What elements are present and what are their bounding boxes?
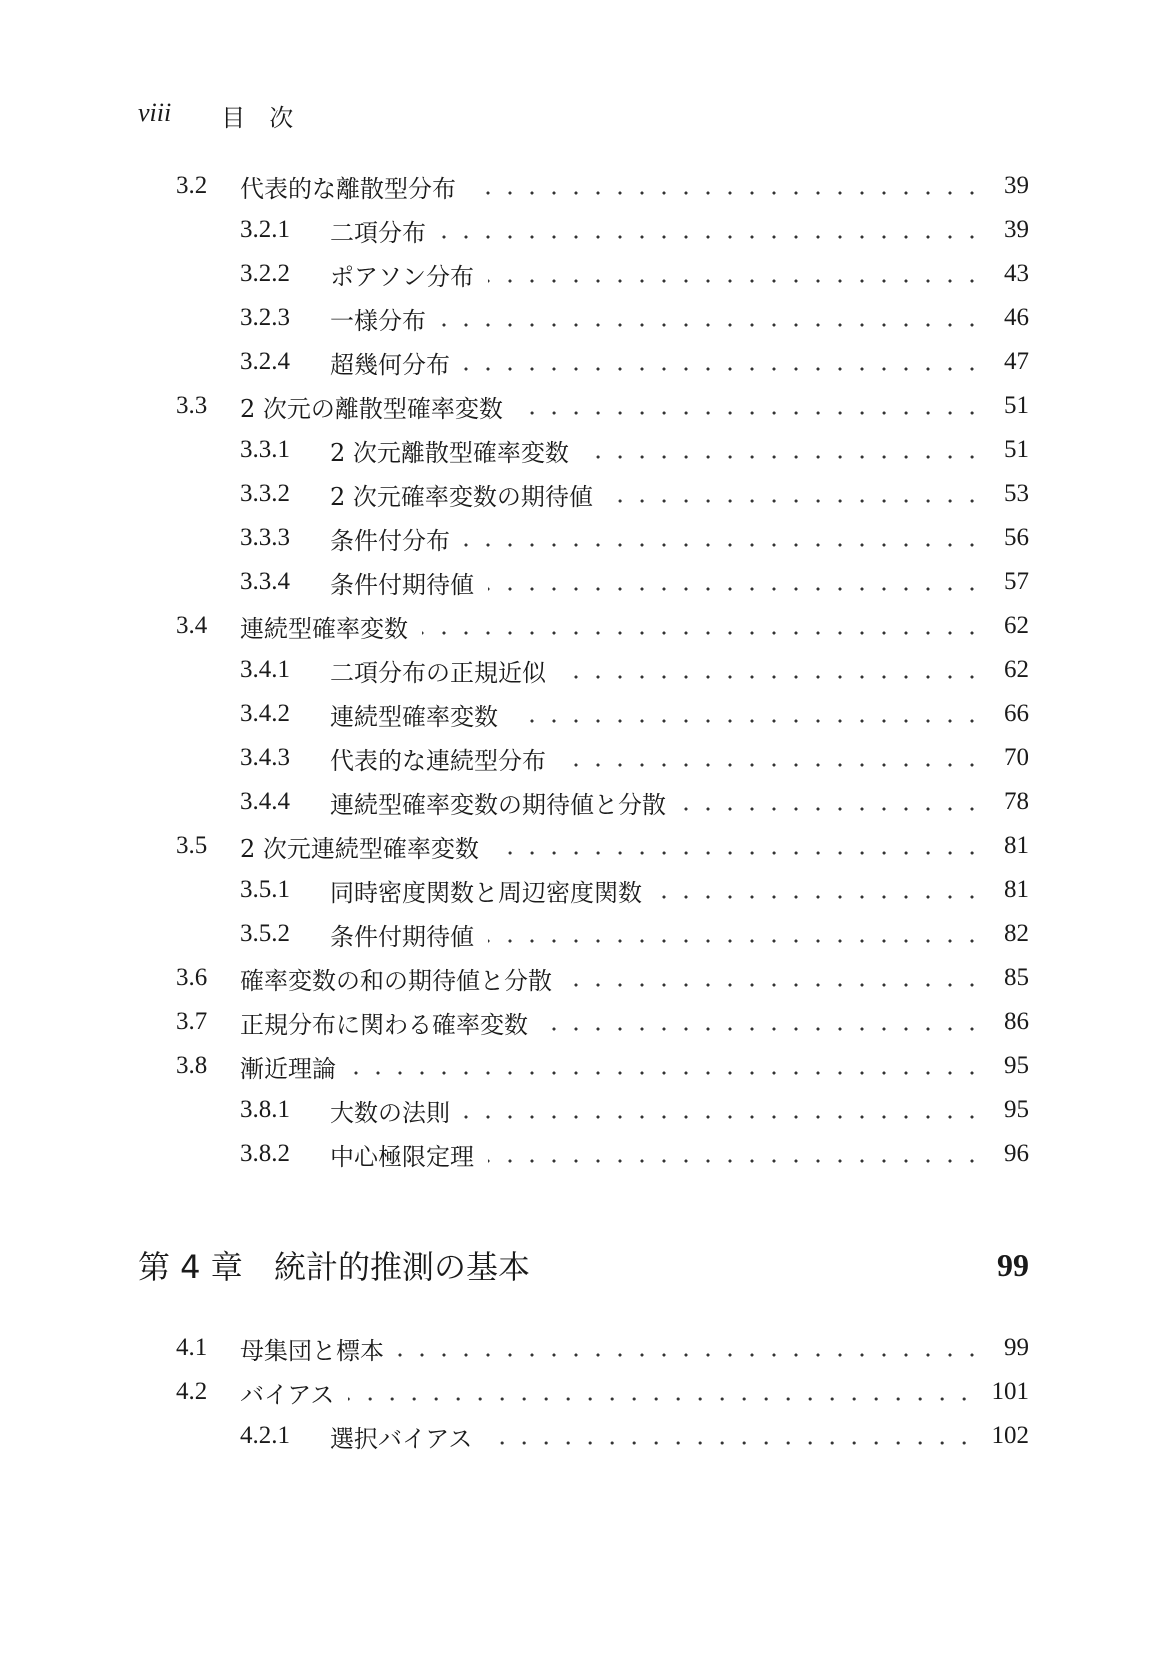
toc-entry[interactable]	[240, 912, 1029, 956]
toc-entry-title: 漸近理論	[240, 1054, 336, 1083]
toc-entry[interactable]	[176, 1370, 1029, 1414]
leader-dots	[464, 1115, 983, 1119]
toc-entry-number: 3.2.4	[240, 348, 290, 375]
toc-entry[interactable]	[176, 604, 1029, 648]
toc-entry-page: 62	[1004, 612, 1029, 639]
toc-entry-title: 連続型確率変数	[240, 614, 408, 643]
toc-entry-title: 2 次元連続型確率変数	[240, 834, 479, 863]
toc-entry-title: 超幾何分布	[330, 350, 450, 379]
toc-entry-page: 81	[1004, 876, 1029, 903]
toc-entry[interactable]	[240, 252, 1029, 296]
toc-entry-number: 3.3.3	[240, 524, 290, 551]
toc-entry-number: 3.2.2	[240, 260, 290, 287]
toc-entry[interactable]	[240, 1414, 1029, 1458]
toc-entry-page: 57	[1004, 568, 1029, 595]
leader-dots	[488, 587, 983, 591]
toc-entry[interactable]	[240, 560, 1029, 604]
toc-entry-page: 53	[1004, 480, 1029, 507]
toc-entry[interactable]	[240, 516, 1029, 560]
toc-entry-title: 連続型確率変数の期待値と分散	[330, 790, 666, 819]
leader-dots	[560, 763, 983, 767]
toc-entry-number: 3.2.1	[240, 216, 290, 243]
toc-entry-number: 3.4	[176, 612, 208, 639]
toc-entry-page: 51	[1004, 392, 1029, 419]
chapter-page: 99	[997, 1246, 1029, 1283]
toc-entry-number: 4.1	[176, 1334, 208, 1361]
toc-entry[interactable]	[240, 208, 1029, 252]
toc-entry-page: 56	[1004, 524, 1029, 551]
leader-dots	[464, 367, 983, 371]
toc-entry-page: 39	[1004, 172, 1029, 199]
toc-entry-page: 81	[1004, 832, 1029, 859]
toc-entry-number: 3.2.3	[240, 304, 290, 331]
leader-dots	[486, 1441, 975, 1445]
toc-entry[interactable]	[176, 1000, 1029, 1044]
toc-entry-title: 二項分布	[330, 218, 426, 247]
toc-entry-page: 95	[1004, 1096, 1029, 1123]
toc-entry-number: 3.4.1	[240, 656, 290, 683]
leader-dots	[440, 235, 983, 239]
leader-dots	[512, 719, 983, 723]
toc-entry-title: 連続型確率変数	[330, 702, 498, 731]
toc-entry[interactable]	[240, 428, 1029, 472]
leader-dots	[583, 455, 983, 459]
toc-entry[interactable]	[240, 340, 1029, 384]
toc-entry-title: 条件付分布	[330, 526, 450, 555]
toc-entry-number: 3.7	[176, 1008, 208, 1035]
toc-entry-title: 選択バイアス	[330, 1424, 473, 1453]
toc-entry-number: 3.5.1	[240, 876, 290, 903]
toc-entry-page: 70	[1004, 744, 1029, 771]
toc-entry-number: 3.3.1	[240, 436, 290, 463]
toc-entry[interactable]	[176, 824, 1029, 868]
chapter-number: 第 4 章	[138, 1248, 243, 1286]
header-title: 目 次	[221, 104, 294, 132]
leader-dots	[470, 191, 983, 195]
toc-entry-page: 39	[1004, 216, 1029, 243]
leader-dots	[560, 675, 983, 679]
toc-entry[interactable]	[240, 868, 1029, 912]
toc-entry-number: 3.3	[176, 392, 208, 419]
toc-entry[interactable]	[240, 780, 1029, 824]
toc-entry-title: 2 次元の離散型確率変数	[240, 394, 503, 423]
toc-entry-number: 3.4.4	[240, 788, 290, 815]
toc-entry-page: 47	[1004, 348, 1029, 375]
toc-entry-number: 3.4.3	[240, 744, 290, 771]
leader-dots	[493, 851, 983, 855]
leader-dots	[440, 323, 983, 327]
chapter-title: 統計的推測の基本	[274, 1248, 531, 1286]
leader-dots	[488, 1159, 983, 1163]
toc-entry-page: 85	[1004, 964, 1029, 991]
leader-dots	[542, 1027, 983, 1031]
toc-entry-number: 3.4.2	[240, 700, 290, 727]
toc-entry-title: 中心極限定理	[330, 1142, 474, 1171]
toc-entry-title: 代表的な連続型分布	[330, 746, 546, 775]
leader-dots	[607, 499, 983, 503]
toc-entry-number: 3.8.2	[240, 1140, 290, 1167]
toc-entry-number: 3.3.2	[240, 480, 290, 507]
toc-entry-page: 43	[1004, 260, 1029, 287]
toc-entry-title: 一様分布	[330, 306, 426, 335]
leader-dots	[422, 631, 983, 635]
toc-entry-number: 3.6	[176, 964, 208, 991]
leader-dots	[488, 279, 983, 283]
toc-entry-title: 正規分布に関わる確率変数	[240, 1010, 528, 1039]
toc-entry-number: 3.5.2	[240, 920, 290, 947]
toc-entry-number: 3.3.4	[240, 568, 290, 595]
toc-entry-title: 二項分布の正規近似	[330, 658, 546, 687]
toc-entry-page: 46	[1004, 304, 1029, 331]
toc-entry-title: 2 次元確率変数の期待値	[330, 482, 593, 511]
toc-entry[interactable]	[176, 164, 1029, 208]
toc-entry-title: 確率変数の和の期待値と分散	[240, 966, 552, 995]
toc-entry-page: 99	[1004, 1334, 1029, 1361]
leader-dots	[488, 939, 983, 943]
toc-entry[interactable]	[240, 648, 1029, 692]
toc-entry-page: 101	[991, 1378, 1029, 1405]
toc-entry-page: 82	[1004, 920, 1029, 947]
toc-entry-page: 66	[1004, 700, 1029, 727]
chapter-heading[interactable]	[138, 1240, 1029, 1290]
toc-entry-number: 4.2.1	[240, 1422, 290, 1449]
toc-entry-title: 母集団と標本	[240, 1336, 384, 1365]
leader-dots	[680, 807, 983, 811]
toc-entry-title: 条件付期待値	[330, 570, 474, 599]
toc-entry-page: 95	[1004, 1052, 1029, 1079]
toc-entry[interactable]	[176, 384, 1029, 428]
toc-entry-number: 3.8	[176, 1052, 208, 1079]
leader-dots	[656, 895, 983, 899]
toc-entry-title: 大数の法則	[330, 1098, 450, 1127]
toc-entry-title: バイアス	[240, 1380, 335, 1409]
toc-entry[interactable]	[176, 956, 1029, 1000]
header-page-number: viii	[138, 98, 172, 127]
toc-entry[interactable]	[240, 736, 1029, 780]
toc-entry[interactable]	[176, 1044, 1029, 1088]
toc-entry-title: 同時密度関数と周辺密度関数	[330, 878, 642, 907]
leader-dots	[350, 1071, 983, 1075]
toc-entry-title: 2 次元離散型確率変数	[330, 438, 569, 467]
leader-dots	[398, 1353, 983, 1357]
toc-entry-title: 条件付期待値	[330, 922, 474, 951]
toc-entry-page: 51	[1004, 436, 1029, 463]
toc-entry-number: 3.2	[176, 172, 208, 199]
toc-entry-title: ポアソン分布	[330, 262, 474, 291]
toc-entry-page: 96	[1004, 1140, 1029, 1167]
toc-entry[interactable]	[240, 692, 1029, 736]
running-header	[138, 98, 293, 133]
toc-entry-page: 86	[1004, 1008, 1029, 1035]
toc-entry-title: 代表的な離散型分布	[240, 174, 456, 203]
toc-entry[interactable]	[240, 296, 1029, 340]
toc-entry-number: 4.2	[176, 1378, 208, 1405]
toc-entry[interactable]	[240, 472, 1029, 516]
toc-entry-page: 78	[1004, 788, 1029, 815]
toc-entry-page: 102	[991, 1422, 1029, 1449]
toc-entry[interactable]	[240, 1088, 1029, 1132]
leader-dots	[464, 543, 983, 547]
leader-dots	[517, 411, 983, 415]
toc-entry-number: 3.8.1	[240, 1096, 290, 1123]
toc-entry-number: 3.5	[176, 832, 208, 859]
leader-dots	[566, 983, 983, 987]
leader-dots	[348, 1397, 975, 1401]
toc-entry-page: 62	[1004, 656, 1029, 683]
toc-entry[interactable]	[240, 1132, 1029, 1176]
toc-entry[interactable]	[176, 1326, 1029, 1370]
